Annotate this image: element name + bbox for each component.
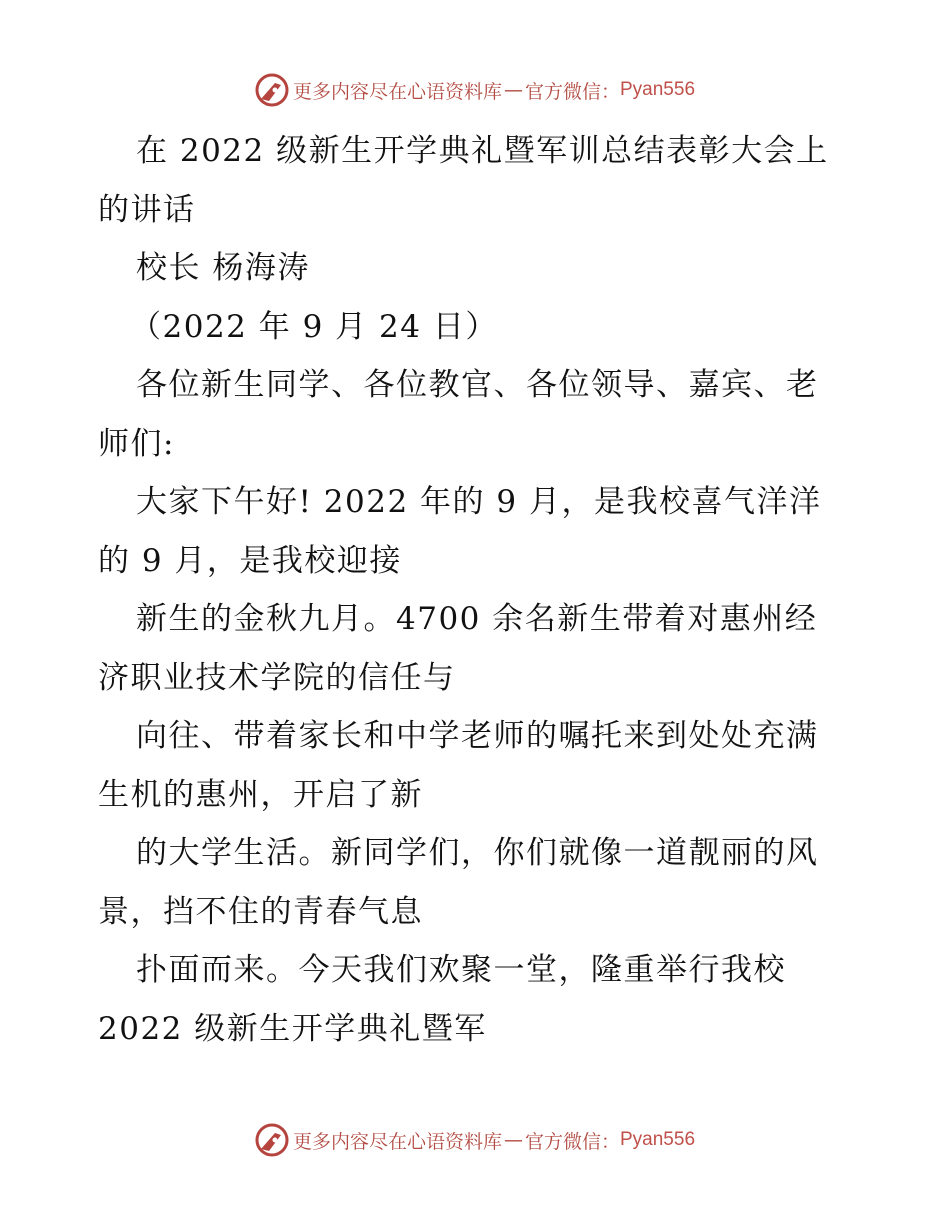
- pen-nib-icon: [255, 1123, 289, 1157]
- paragraph-line: 景，挡不住的青春气息: [98, 893, 423, 930]
- paragraph-line: 向往、带着家长和中学老师的嘱托来到处处充满: [136, 718, 819, 754]
- watermark-wechat-label: 官方微信：: [524, 80, 620, 103]
- watermark-brand-text: 更多内容尽在心语资料库: [292, 1130, 502, 1153]
- watermark-dash: —: [503, 1129, 523, 1151]
- paragraph-line: 的 9 月，是我校迎接: [98, 542, 402, 579]
- watermark-brand-text: 更多内容尽在心语资料库: [292, 80, 502, 103]
- paragraph-line: 大家下午好! 2022 年的 9 月，是我校喜气洋洋: [136, 484, 822, 520]
- date-line: （2022 年 9 月 24 日）: [130, 308, 498, 345]
- paragraph-line: 济职业技术学院的信任与: [98, 659, 456, 696]
- pen-nib-icon: [255, 73, 289, 107]
- paragraph-line: 的大学生活。新同学们，你们就像一道靓丽的风: [136, 835, 819, 871]
- watermark-wechat-label: 官方微信：: [524, 1130, 620, 1153]
- paragraph-line: 2022 级新生开学典礼暨军: [98, 1010, 487, 1047]
- watermark-wechat-id: Pyan556: [620, 79, 696, 100]
- paragraph-line: 扑面而来。今天我们欢聚一堂，隆重举行我校: [136, 952, 786, 988]
- title-line-2: 的讲话: [98, 191, 196, 228]
- paragraph-line: 新生的金秋九月。4700 余名新生带着对惠州经: [136, 601, 818, 637]
- watermark-footer: [0, 1120, 950, 1160]
- paragraph-line: 生机的惠州，开启了新: [98, 776, 423, 813]
- watermark-wechat-id: Pyan556: [620, 1129, 696, 1150]
- watermark-header: [0, 70, 950, 110]
- paragraph-line: 师们:: [98, 425, 175, 462]
- paragraph-line: 各位新生同学、各位教官、各位领导、嘉宾、老: [136, 367, 819, 403]
- title-line-1: 在 2022 级新生开学典礼暨军训总结表彰大会上: [136, 133, 829, 169]
- watermark-dash: —: [503, 79, 523, 101]
- speech-text: [98, 122, 858, 1058]
- author-line: 校长 杨海涛: [136, 250, 310, 286]
